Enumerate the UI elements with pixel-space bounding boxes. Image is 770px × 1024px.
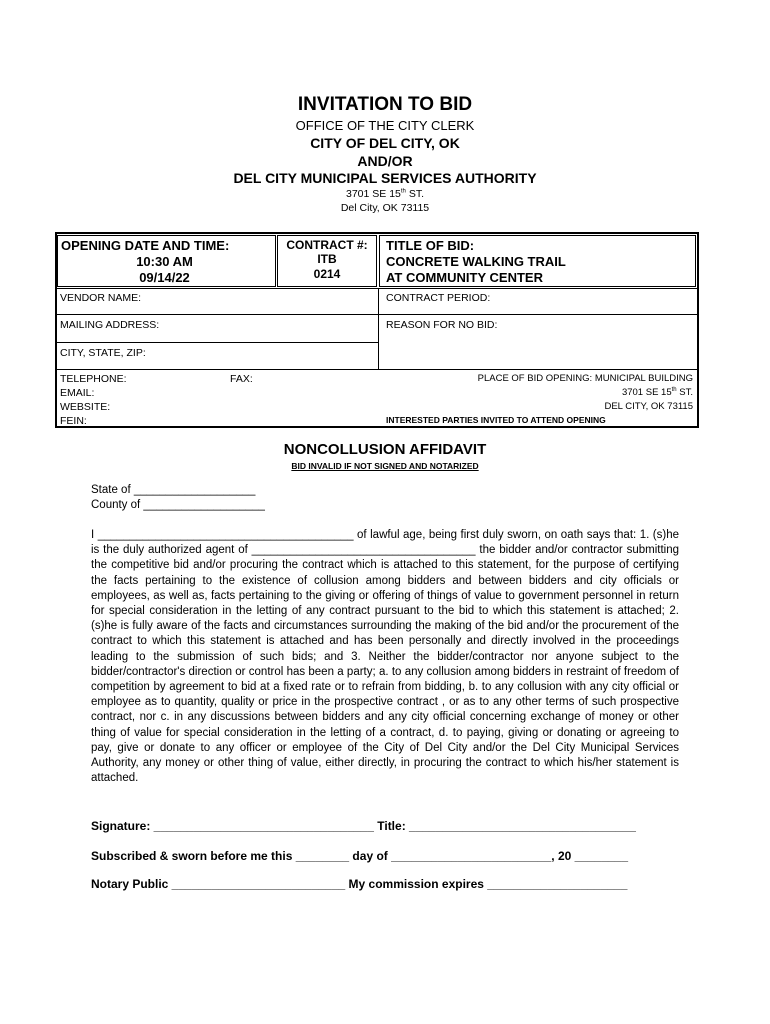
interested-parties-note: INTERESTED PARTIES INVITED TO ATTEND OPENING [386, 415, 606, 425]
column-divider [378, 288, 379, 370]
page-title: INVITATION TO BID [297, 94, 473, 115]
row-line-4b [378, 369, 697, 370]
mailing-address-label: MAILING ADDRESS: [60, 319, 160, 331]
vendor-name-label: VENDOR NAME: [60, 292, 142, 304]
bid-title-line2: AT COMMUNITY CENTER [386, 270, 543, 285]
contract-number: 0214 [313, 267, 341, 281]
state-of-line: State of ___________________ [91, 484, 256, 496]
affidavit-title: NONCOLLUSION AFFIDAVIT [283, 441, 487, 458]
row-line-3 [57, 342, 378, 343]
street-address-end: ST. [405, 188, 424, 200]
website-label: WEBSITE: [60, 401, 111, 413]
place-address-suffix: th [671, 386, 677, 393]
authority-name: DEL CITY MUNICIPAL SERVICES AUTHORITY [233, 170, 537, 186]
contract-period-label: CONTRACT PERIOD: [386, 292, 491, 304]
opening-label: OPENING DATE AND TIME: [61, 238, 230, 253]
and-or-label: AND/OR [357, 153, 413, 169]
office-name: OFFICE OF THE CITY CLERK [295, 118, 475, 133]
signature-line: Signature: _________________________________ Title: __________________________________ [91, 819, 636, 833]
email-label: EMAIL: [60, 387, 95, 399]
notary-line: Notary Public __________________________ My commission expires _____________________ [91, 877, 628, 891]
opening-time: 10:30 AM [136, 254, 193, 269]
place-address [380, 387, 693, 398]
bid-title-line1: CONCRETE WALKING TRAIL [386, 254, 566, 269]
place-address-main: 3701 SE 15 [621, 387, 672, 398]
bid-title-label: TITLE OF BID: [386, 238, 475, 253]
street-address-main: 3701 SE 15 [346, 188, 401, 200]
county-of-line: County of ___________________ [91, 499, 265, 511]
row-line-2 [57, 314, 697, 315]
box-bottom-border [55, 426, 699, 428]
subscribed-line: Subscribed & sworn before me this ________ day of ________________________, 20 ________ [91, 849, 629, 863]
city-name: CITY OF DEL CITY, OK [310, 135, 460, 151]
place-address-end: ST. [676, 387, 693, 398]
street-address [0, 188, 770, 200]
box-top-border [55, 232, 699, 234]
opening-date: 09/14/22 [139, 270, 190, 285]
street-address-suffix: th [400, 188, 406, 195]
city-state-zip: Del City, OK 73115 [340, 202, 430, 214]
contract-label: CONTRACT #: [286, 238, 368, 252]
city-state-zip-label: CITY, STATE, ZIP: [60, 347, 146, 359]
row-line-4 [57, 369, 378, 370]
fein-label: FEIN: [60, 415, 87, 427]
contract-type: ITB [317, 252, 337, 266]
telephone-label: TELEPHONE: [60, 373, 127, 385]
place-of-bid-opening: PLACE OF BID OPENING: MUNICIPAL BUILDING [477, 373, 693, 384]
box-right-border [697, 232, 699, 428]
row-line-1 [57, 288, 697, 289]
affidavit-subtitle: BID INVALID IF NOT SIGNED AND NOTARIZED [291, 461, 479, 471]
place-city: DEL CITY, OK 73115 [604, 401, 693, 412]
affidavit-body: I ________________________________________ of lawful age, being first duly sworn, on oath says that: 1. (s)he is the duly authorized agent of ___________________________________ the bidder and/or contractor submitting the competitive bid and/or procuring the contract which is attached to this statement, for the purpose of certifying the facts pertaining to the existence of collusion among bidders and between bidders and city officials or employees, as well as, facts pertaining to the giving or offering of things of value to government personnel in return for special consideration in the letting of any contract pursuant to the bid to which this statement is attached; 2. (s)he is fully aware of the facts and circumstances surrounding the making of the bid and/or the procurement of the contract to which this statement is attached and has been personally and directly involved in the proceedings leading to the submission of such bids; and 3. Neither the bidder/contractor nor anyone subject to the bidder/contractor's direction or control has been a party; a. to any collusion among bidders in restraint of freedom of competition by agreement to bid at a fixed rate or to refrain from bidding, b. to any collusion with any city official or employee as to quantity, quality or price in the prospective contract , or as to any other terms of such prospective contract, nor c. in any discussions between bidders and any city official concerning exchange of money or other thing of value for special consideration in the letting of a contract, d. to paying, giving or donating or agreeing to pay, give or donate to any officer or employee of the City of Del City and/or the Del City Municipal Services Authority, any money or other thing of value, either directly, in procuring the contract to which his/her statement is attached. [91, 529, 679, 785]
fax-label: FAX: [230, 373, 253, 385]
reason-no-bid-label: REASON FOR NO BID: [386, 319, 498, 331]
